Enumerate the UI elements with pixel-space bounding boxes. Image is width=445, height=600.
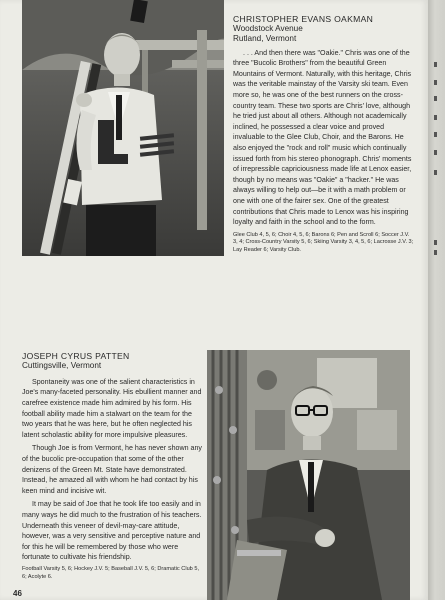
student-activities: Football Varsity 5, 6; Hockey J.V. 5; Baseball J.V. 5, 6; Dramatic Club 5, 6; Acolyte 6. xyxy=(22,565,200,580)
student-name: CHRISTOPHER EVANS OAKMAN xyxy=(233,14,374,24)
facing-page-edge xyxy=(428,0,445,600)
student-name: JOSEPH CYRUS PATTEN xyxy=(22,351,130,361)
student-bio-paragraph: It may be said of Joe that he took life too easily and in many ways he did much to the frustration of his teachers. Underneath this veneer of devil-may-care attitude, however, was a very sensitive and perceptive nature and for this he will be remembered by those who were fortunate to cultivate his friendship. xyxy=(22,500,202,562)
address-line: Cuttingsville, Vermont xyxy=(22,361,102,370)
student-activities: Glee Club 4, 5, 6; Choir 4, 5, 6; Barons 6; Pen and Scroll 6; Soccer J.V. 3, 4; Cross-Country Varsity 5, 6; Skiing Varsity 3, 4, 5, 6; Lacrosse J.V. 3; Lay Reader 6; Varsity Club. xyxy=(233,231,414,254)
patten-entry xyxy=(22,351,202,581)
patten-photo xyxy=(207,350,410,600)
edge-text-fragment xyxy=(434,115,437,120)
oakman-entry xyxy=(233,14,415,255)
address-line: Woodstock Avenue xyxy=(233,24,303,33)
edge-text-fragment xyxy=(434,132,437,137)
edge-text-fragment xyxy=(434,250,437,255)
student-bio-paragraph: Spontaneity was one of the salient characteristics in Joe's many-faceted personality. His ebullient manner and carefree existence made him admired by his form. His football ability made him a stalwart on the team for the two years that he was here, but he often neglected his latent scholastic ability for more impulsive pleasures. xyxy=(22,377,202,439)
edge-text-fragment xyxy=(434,150,437,155)
oakman-photo xyxy=(22,0,224,256)
page-number: 46 xyxy=(13,589,22,598)
student-bio-paragraph: Though Joe is from Vermont, he has never shown any of the bucolic pre-occupation that some of the other denizens of the Green Mt. State have demonstrated. Instead, he amazed all with whom he had contact by his keen mind and incisive wit. xyxy=(22,444,202,495)
edge-text-fragment xyxy=(434,96,437,101)
edge-text-fragment xyxy=(434,80,437,85)
edge-text-fragment xyxy=(434,62,437,67)
edge-text-fragment xyxy=(434,240,437,245)
student-bio: . . . And then there was "Oakie." Chris was one of the three "Bucolic Brothers" from the beautiful Green Mountains of Vermont. Naturally, with this heritage, Chris was the veritable mainstay of the Varsity ski team. Even more so, he was one of the best runners on the cross-country team. These two sports are Chris' love, although he tried just about all others. Although not academically inclined, he possessed a clear voice and proved invaluable to the Glee Club, Choir, and the Barons. He also enjoyed the "rock and roll" music which continually issued forth from his stereo phonograph. Chris' moments of irrepressible capriciousness made life at Lenox easier, though by no means was "Oakie" a "hacker." He was always willing to help out—be it with a math problem or one with one of the fairer sex. One of the greatest contributions that Chris made to Lenox was his inspiring loyalty and faith in the school and to the form. xyxy=(233,48,412,227)
address-line: Rutland, Vermont xyxy=(233,33,297,43)
edge-text-fragment xyxy=(434,170,437,175)
